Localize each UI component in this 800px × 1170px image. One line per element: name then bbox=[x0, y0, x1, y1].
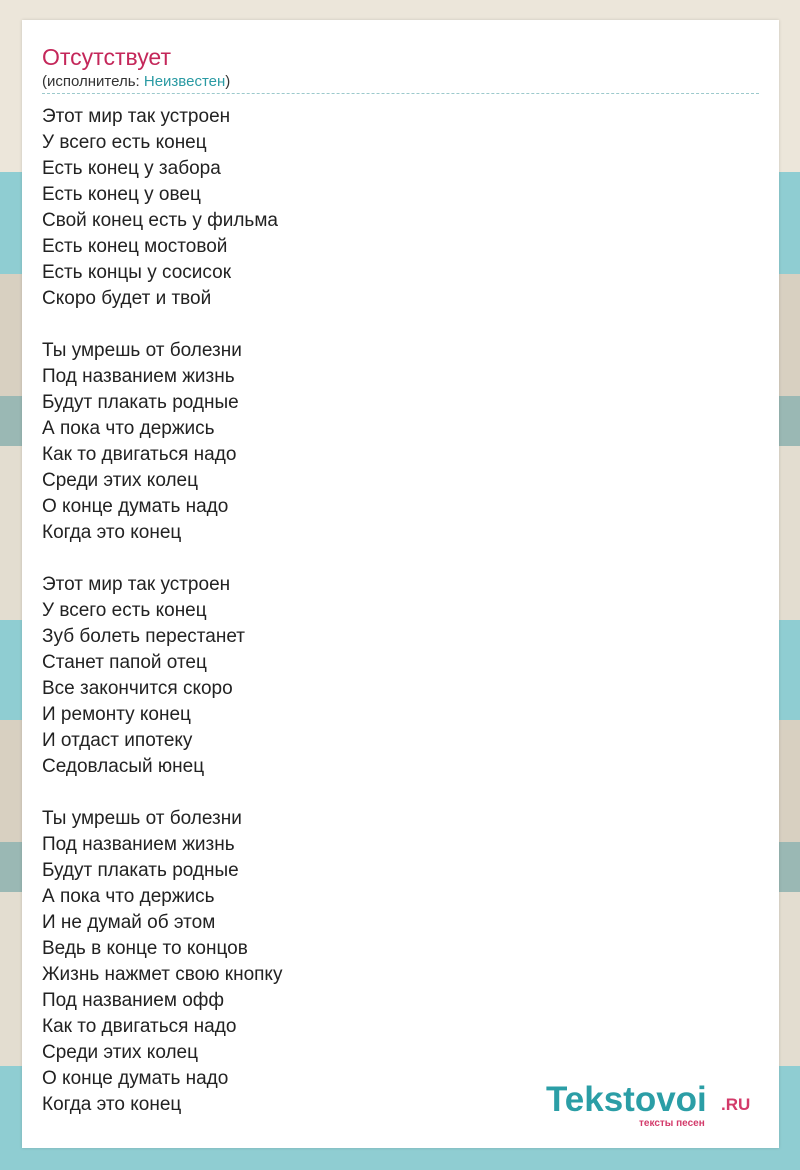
lyrics-line: У всего есть конец bbox=[42, 600, 207, 621]
lyrics-body bbox=[42, 104, 282, 1118]
lyrics-line: Среди этих колец bbox=[42, 470, 198, 491]
lyrics-line: А пока что держись bbox=[42, 886, 215, 907]
lyrics-stanza bbox=[42, 338, 282, 546]
logo-tagline: тексты песен bbox=[639, 1118, 705, 1129]
lyrics-line: И ремонту конец bbox=[42, 704, 191, 725]
lyrics-line: Этот мир так устроен bbox=[42, 106, 231, 127]
lyrics-line: Есть конец мостовой bbox=[42, 236, 228, 257]
artist-suffix: ) bbox=[225, 73, 231, 90]
artist-link[interactable]: Неизвестен bbox=[143, 73, 226, 90]
lyrics-line: Ведь в конце то концов bbox=[42, 938, 248, 959]
lyrics-line: Под названием жизнь bbox=[42, 366, 235, 387]
lyrics-line: Как то двигаться надо bbox=[42, 444, 237, 465]
lyrics-line: А пока что держись bbox=[42, 418, 215, 439]
lyrics-line: Когда это конец bbox=[42, 522, 182, 543]
song-title: Отсутствует bbox=[42, 44, 171, 70]
site-logo[interactable] bbox=[546, 1080, 756, 1129]
lyrics-line: Есть конец у овец bbox=[42, 184, 201, 205]
lyrics-line: Когда это конец bbox=[42, 1094, 182, 1115]
lyrics-line: Станет папой отец bbox=[42, 652, 207, 673]
lyrics-line: Будут плакать родные bbox=[42, 392, 239, 413]
lyrics-line: Все закончится скоро bbox=[42, 678, 233, 699]
lyrics-line: Седовласый юнец bbox=[42, 756, 205, 777]
lyrics-line: О конце думать надо bbox=[42, 496, 229, 517]
lyrics-line: У всего есть конец bbox=[42, 132, 207, 153]
logo-wordmark: Tekstovoi bbox=[546, 1080, 707, 1119]
lyrics-stanza bbox=[42, 104, 282, 312]
lyrics-card bbox=[22, 20, 779, 1148]
lyrics-line: О конце думать надо bbox=[42, 1068, 229, 1089]
title-divider bbox=[42, 93, 759, 94]
lyrics-line: Ты умрешь от болезни bbox=[42, 340, 242, 361]
lyrics-line: Скоро будет и твой bbox=[42, 288, 212, 309]
lyrics-line: Как то двигаться надо bbox=[42, 1016, 237, 1037]
lyrics-line: Этот мир так устроен bbox=[42, 574, 231, 595]
lyrics-line: Есть конец у забора bbox=[42, 158, 221, 179]
lyrics-line: Под названием офф bbox=[42, 990, 225, 1011]
lyrics-line: Среди этих колец bbox=[42, 1042, 198, 1063]
lyrics-line: И отдаст ипотеку bbox=[42, 730, 193, 751]
lyrics-line: Зуб болеть перестанет bbox=[42, 626, 245, 647]
lyrics-stanza bbox=[42, 806, 282, 1118]
artist-prefix: (исполнитель: bbox=[42, 73, 144, 90]
lyrics-line: Есть концы у сосисок bbox=[42, 262, 232, 283]
lyrics-line: И не думай об этом bbox=[42, 912, 216, 933]
lyrics-line: Жизнь нажмет свою кнопку bbox=[42, 964, 283, 985]
lyrics-line: Свой конец есть у фильма bbox=[42, 210, 278, 231]
logo-tld: .RU bbox=[721, 1095, 751, 1114]
lyrics-stanza bbox=[42, 572, 282, 780]
artist-line bbox=[42, 73, 230, 90]
lyrics-line: Будут плакать родные bbox=[42, 860, 239, 881]
lyrics-line: Под названием жизнь bbox=[42, 834, 235, 855]
lyrics-line: Ты умрешь от болезни bbox=[42, 808, 242, 829]
